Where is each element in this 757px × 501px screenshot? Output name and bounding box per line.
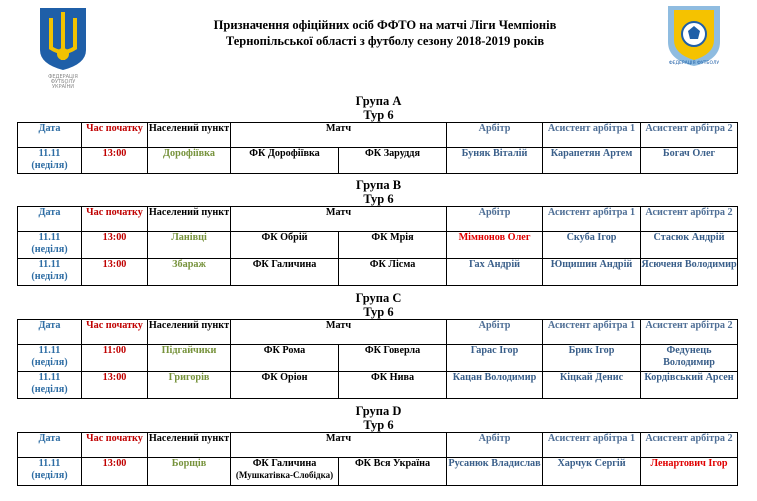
ffto-logo	[664, 4, 724, 68]
ffu-logo	[36, 4, 90, 88]
logo-text-line3: УКРАЇНИ	[51, 84, 75, 88]
col-match: Матч	[231, 123, 447, 148]
col-ar1: Асистент арбітра 1	[543, 320, 641, 345]
col-referee: Арбітр	[447, 320, 543, 345]
page-title-line1: Призначення офіційних осіб ФФТО на матчі Ліги Чемпіонів	[213, 18, 557, 32]
col-date: Дата	[18, 123, 82, 148]
logo-text-line1: ФЕДЕРАЦІЯ	[48, 74, 78, 80]
group-a-title: Група А	[355, 94, 402, 108]
group-b-table	[17, 206, 738, 286]
assistant-1: Кіцкай Денис	[543, 372, 641, 399]
match-time: 13:00	[82, 372, 148, 399]
home-team: ФК Галичина (Мушкатівка-Слобідка)	[231, 458, 339, 486]
table-header-row	[18, 320, 738, 345]
col-time: Час початку	[82, 123, 148, 148]
assistant-1: Карапетян Артем	[543, 148, 641, 174]
match-time: 13:00	[82, 232, 148, 259]
group-d-table	[17, 432, 738, 486]
col-ar2: Асистент арбітра 2	[641, 320, 738, 345]
match-date: 11.11 (неділя)	[18, 232, 82, 259]
table-row	[18, 345, 738, 372]
logo-text: ФЕДЕРАЦІЯ ФУТБОЛУ	[668, 61, 720, 66]
col-match: Матч	[231, 207, 447, 232]
away-team: ФК Мрія	[339, 232, 447, 259]
home-team: ФК Рома	[231, 345, 339, 372]
match-place: Підгайчики	[148, 345, 231, 372]
col-match: Матч	[231, 433, 447, 458]
col-date: Дата	[18, 320, 82, 345]
match-date: 11.11 (неділя)	[18, 259, 82, 286]
match-time: 13:00	[82, 259, 148, 286]
home-team-sub: (Мушкатівка-Слобідка)	[235, 470, 334, 480]
away-team: ФК Лісма	[339, 259, 447, 286]
match-place: Борщів	[148, 458, 231, 486]
match-date: 11.11 (неділя)	[18, 372, 82, 399]
group-c-title: Група С	[355, 291, 402, 305]
assistant-1: Харчук Сергій	[543, 458, 641, 486]
away-team: ФК Вся Україна	[339, 458, 447, 486]
table-header-row	[18, 123, 738, 148]
match-date: 11.11 (неділя)	[18, 148, 82, 174]
table-row	[18, 458, 738, 486]
col-time: Час початку	[82, 207, 148, 232]
assistant-1: Брик Ігор	[543, 345, 641, 372]
col-time: Час початку	[82, 320, 148, 345]
group-c-table	[17, 319, 738, 399]
assistant-2: Федунець Володимир	[641, 345, 738, 372]
col-place: Населений пункт	[148, 320, 231, 345]
match-time: 11:00	[82, 345, 148, 372]
table-row	[18, 372, 738, 399]
home-team: ФК Дорофіївка	[231, 148, 339, 174]
home-team: ФК Обрій	[231, 232, 339, 259]
table-header-row	[18, 207, 738, 232]
assistant-2: Богач Олег	[641, 148, 738, 174]
assistant-1: Ющишин Андрій	[543, 259, 641, 286]
group-d-title: Група D	[355, 404, 402, 418]
match-place: Збараж	[148, 259, 231, 286]
group-a-table	[17, 122, 738, 174]
col-ar2: Асистент арбітра 2	[641, 123, 738, 148]
col-referee: Арбітр	[447, 433, 543, 458]
col-referee: Арбітр	[447, 123, 543, 148]
assistant-2: Ясюченя Володимир	[641, 259, 738, 286]
match-place: Ланівці	[148, 232, 231, 259]
table-row	[18, 259, 738, 286]
away-team: ФК Говерла	[339, 345, 447, 372]
col-ar2: Асистент арбітра 2	[641, 207, 738, 232]
away-team: ФК Нива	[339, 372, 447, 399]
assistant-2: Стасюк Андрій	[641, 232, 738, 259]
col-date: Дата	[18, 207, 82, 232]
referee: Мімнонов Олег	[447, 232, 543, 259]
assistant-2: Ленартович Ігор	[641, 458, 738, 486]
col-date: Дата	[18, 433, 82, 458]
group-c-round: Тур 6	[363, 305, 394, 319]
match-place: Григорів	[148, 372, 231, 399]
home-team: ФК Галичина	[231, 259, 339, 286]
home-team: ФК Оріон	[231, 372, 339, 399]
match-date: 11.11 (неділя)	[18, 345, 82, 372]
col-place: Населений пункт	[148, 433, 231, 458]
referee: Кацан Володимир	[447, 372, 543, 399]
group-d-round: Тур 6	[363, 418, 394, 432]
referee: Буняк Віталій	[447, 148, 543, 174]
assistant-2: Кордівський Арсен	[641, 372, 738, 399]
group-b-round: Тур 6	[363, 192, 394, 206]
col-ar1: Асистент арбітра 1	[543, 207, 641, 232]
match-place: Дорофіївка	[148, 148, 231, 174]
col-place: Населений пункт	[148, 123, 231, 148]
col-ar1: Асистент арбітра 1	[543, 433, 641, 458]
group-a-round: Тур 6	[363, 108, 394, 122]
table-header-row	[18, 433, 738, 458]
logo-text-line2: ФУТБОЛУ	[50, 79, 76, 85]
table-row	[18, 232, 738, 259]
col-ar1: Асистент арбітра 1	[543, 123, 641, 148]
group-b-title: Група В	[355, 178, 402, 192]
page-title-line2: Тернопільської області з футболу сезону 2018-2019 років	[225, 34, 545, 48]
col-place: Населений пункт	[148, 207, 231, 232]
table-row	[18, 148, 738, 174]
col-ar2: Асистент арбітра 2	[641, 433, 738, 458]
match-time: 13:00	[82, 458, 148, 486]
col-match: Матч	[231, 320, 447, 345]
col-referee: Арбітр	[447, 207, 543, 232]
match-time: 13:00	[82, 148, 148, 174]
away-team: ФК Заруддя	[339, 148, 447, 174]
referee: Гарас Ігор	[447, 345, 543, 372]
col-time: Час початку	[82, 433, 148, 458]
referee: Русанюк Владислав	[447, 458, 543, 486]
assistant-1: Скуба Ігор	[543, 232, 641, 259]
match-date: 11.11 (неділя)	[18, 458, 82, 486]
referee: Гах Андрій	[447, 259, 543, 286]
